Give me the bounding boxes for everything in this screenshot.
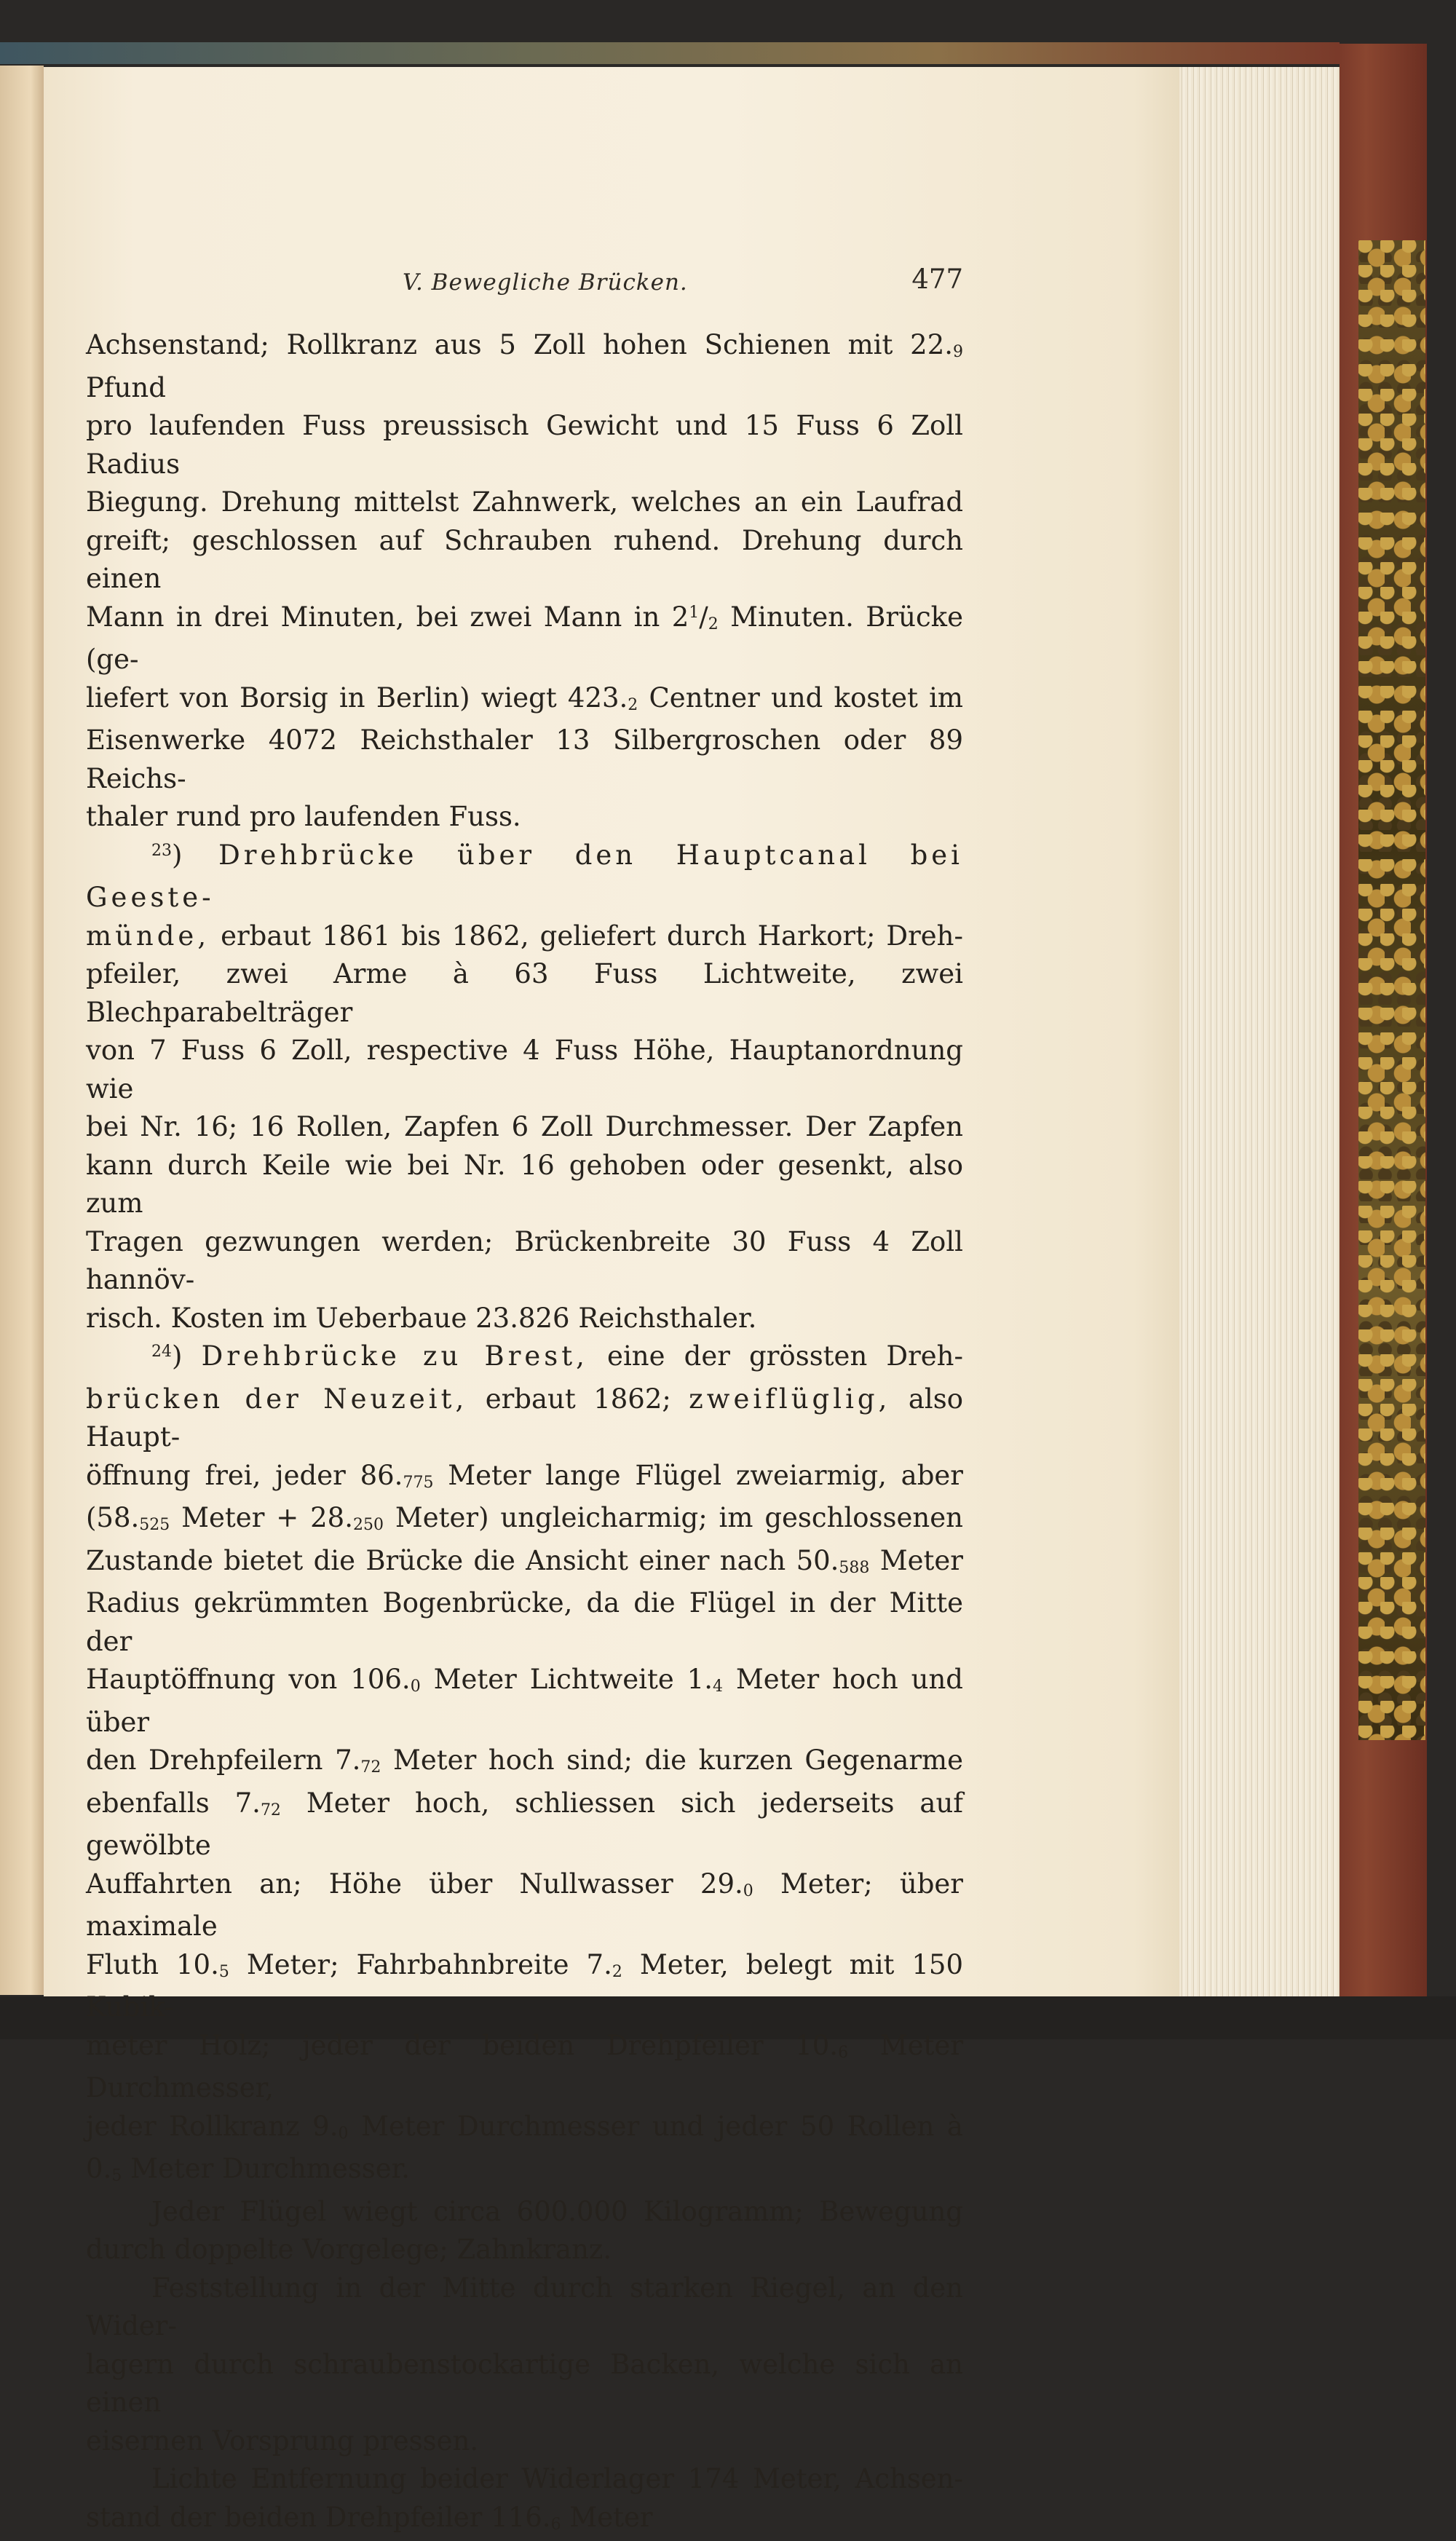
text-line: durch doppelte Vorgelege; Zahnkranz. [86, 2231, 963, 2269]
text-line: liefert von Borsig in Berlin) wiegt $423._2$ Centner und kostet im [86, 679, 963, 722]
text-line: risch. Kosten im Ueberbaue 23.826 Reichsthaler. [86, 1300, 963, 1338]
footnote-number: 24 [151, 1343, 172, 1361]
text-line: Mann in drei Minuten, bei zwei Mann in $2^1/_2$ Minuten. Brücke (ge- [86, 598, 963, 679]
text-line: greift; geschlossen auf Schrauben ruhend. Drehung durch einen [86, 522, 963, 598]
running-header [403, 262, 963, 306]
text-line: $^{24}$) Drehbrücke zu Brest, eine der grössten Dreh- [86, 1337, 963, 1380]
text-line: Zustande bietet die Brücke die Ansicht einer nach $50._{588}$ Meter [86, 1542, 963, 1585]
text-line: Achsenstand; Rollkranz aus 5 Zoll hohen Schienen mit $22._9$ Pfund [86, 326, 963, 407]
text-line: pro laufenden Fuss preussisch Gewicht und 15 Fuss 6 Zoll Radius [86, 407, 963, 483]
text-line: bei Nr. 16; 16 Rollen, Zapfen 6 Zoll Durchmesser. Der Zapfen [86, 1108, 963, 1147]
text-line: meter Holz; jeder der beiden Drehpfeiler $10._6$ Meter Durchmesser, [86, 2027, 963, 2108]
text-line: Lichte Entfernung beider Widerlager 174 Meter, Achsen- [86, 2460, 963, 2499]
text-line: öffnung frei, jeder $86._{775}$ Meter lange Flügel zweiarmig, aber [86, 1457, 963, 1500]
text-line: stand der beiden Drehpfeiler $116._6$ Meter [86, 2499, 963, 2541]
text-line: $^{23}$) Drehbrücke über den Hauptcanal bei Geeste- [86, 837, 963, 917]
text-line: von 7 Fuss 6 Zoll, respective 4 Fuss Höhe, Hauptanordnung wie [86, 1032, 963, 1108]
text-line: den Drehpfeilern $7._{72}$ Meter hoch sind; die kurzen Gegenarme [86, 1742, 963, 1785]
left-page-sliver [0, 66, 44, 1995]
text-line: Jeder Flügel wiegt circa 600.000 Kilogramm; Bewegung [86, 2193, 963, 2232]
text-line: ($58._{525}$ Meter + $28._{250}$ Meter) ungleicharmig; im geschlossenen [86, 1499, 963, 1542]
text-line: Biegung. Drehung mittelst Zahnwerk, welches an ein Laufrad [86, 483, 963, 522]
text-line: eisernen Vorsprung pressen. [86, 2422, 963, 2461]
marbled-edge [1358, 240, 1425, 1740]
running-title: V. Bewegliche Brücken. [403, 269, 688, 296]
text-line: münde, erbaut 1861 bis 1862, geliefert durch Harkort; Dreh- [86, 917, 963, 956]
footnote-number: 23 [151, 842, 172, 860]
body-text [86, 326, 963, 2541]
text-line: Tragen gezwungen werden; Brückenbreite 30 Fuss 4 Zoll hannöv- [86, 1223, 963, 1300]
text-line: thaler rund pro laufenden Fuss. [86, 798, 963, 837]
text-line: Hauptöffnung von $106._0$ Meter Lichtweite $1._4$ Meter hoch und über [86, 1661, 963, 1742]
text-line: Fluth $10._5$ Meter; Fahrbahnbreite $7._2$ Meter, belegt mit 150 Kubik- [86, 1946, 963, 2027]
text-line: Eisenwerke 4072 Reichsthaler 13 Silbergroschen oder 89 Reichs- [86, 722, 963, 798]
text-line: $0._5$ Meter Durchmesser. [86, 2150, 963, 2193]
page-number: 477 [911, 264, 963, 295]
text-line: pfeiler, zwei Arme à 63 Fuss Lichtweite, zwei Blechparabelträger [86, 955, 963, 1032]
page-stack-edges [1179, 67, 1340, 1996]
item-heading: Drehbrücke zu Brest, [202, 1340, 588, 1372]
book-top-edge [0, 42, 1340, 64]
text-line: Auffahrten an; Höhe über Nullwasser $29._0$ Meter; über maximale [86, 1865, 963, 1946]
text-line: Feststellung in der Mitte durch starken Riegel, an den Wider- [86, 2269, 963, 2346]
text-line: brücken der Neuzeit, erbaut 1862; zweiflüglig, also Haupt- [86, 1380, 963, 1457]
item-heading: Drehbrücke über den Hauptcanal bei Geeste- [86, 839, 963, 914]
text-line: Radius gekrümmten Bogenbrücke, da die Flügel in der Mitte der [86, 1584, 963, 1661]
text-line: ebenfalls $7._{72}$ Meter hoch, schliessen sich jederseits auf gewölbte [86, 1785, 963, 1865]
text-line: lagern durch schraubenstockartige Backen, welche sich an einen [86, 2346, 963, 2422]
text-line: kann durch Keile wie bei Nr. 16 gehoben oder gesenkt, also zum [86, 1147, 963, 1223]
text-line: jeder Rollkranz $9._0$ Meter Durchmesser und jeder 50 Rollen à [86, 2108, 963, 2151]
